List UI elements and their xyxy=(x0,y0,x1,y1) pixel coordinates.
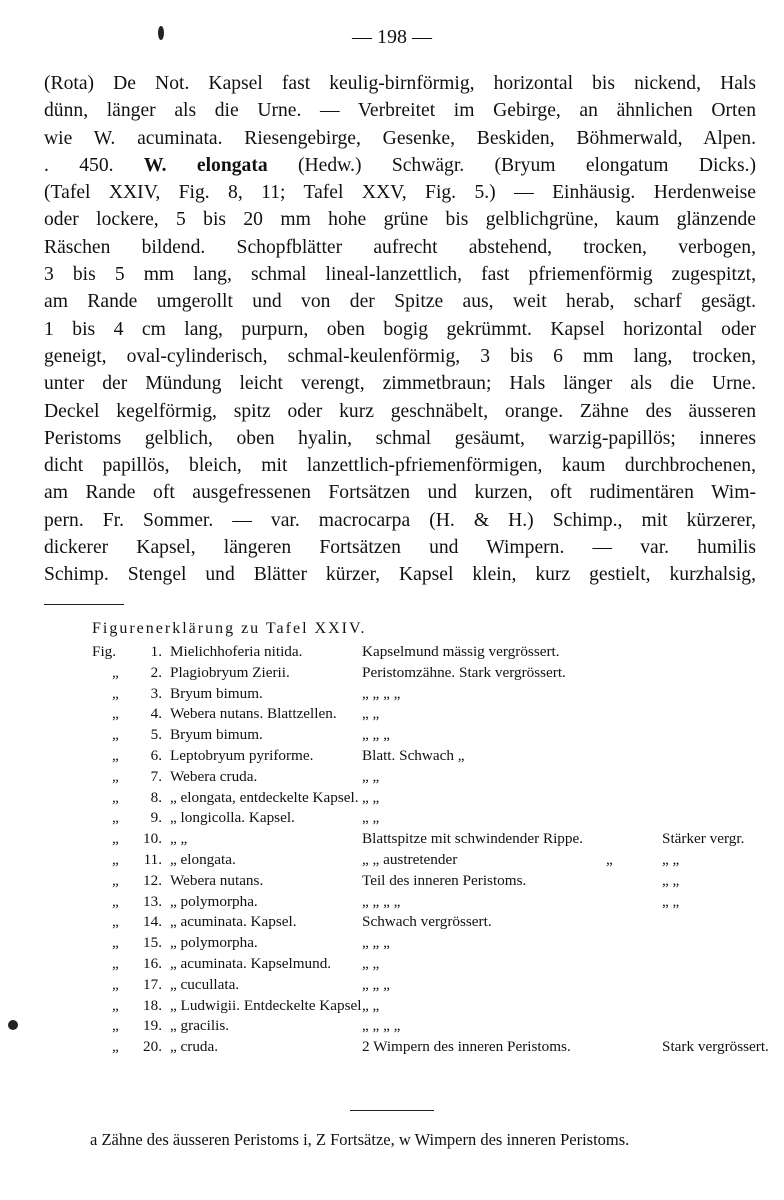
figure-name: „ cruda. xyxy=(170,1038,219,1056)
figure-q: „ xyxy=(112,1017,119,1035)
figure-name: „ longicolla. Kapsel. xyxy=(170,809,295,827)
figure-q: „ xyxy=(112,684,119,702)
figure-q: „ xyxy=(112,726,119,744)
body-line: 3 bis 5 mm lang, schmal lineal-lanzettlich, fast pfriemenförmig zugespitzt, xyxy=(44,264,756,286)
figure-marks: „ „ „ „ xyxy=(362,892,401,910)
body-line: dickerer Kapsel, längeren Fortsätzen und Wimpern. — var. humilis xyxy=(44,537,756,559)
figure-marks: „ „ austretender xyxy=(362,850,458,868)
figure-name: „ elongata. xyxy=(170,850,236,868)
figure-name: Webera nutans. Blattzellen. xyxy=(170,705,337,723)
figure-row xyxy=(92,788,762,809)
figure-marks: „ „ xyxy=(362,788,380,806)
figure-num: 13. xyxy=(143,892,162,910)
figure-q: „ xyxy=(112,871,119,889)
body-line: 1 bis 4 cm lang, purpurn, oben bogig gekrümmt. Kapsel horizontal oder xyxy=(44,318,756,340)
body-line: wie W. acuminata. Riesengebirge, Gesenke, Beskiden, Böhmerwald, Alpen. xyxy=(44,127,756,149)
figure-num: 16. xyxy=(143,954,162,972)
figure-row xyxy=(92,892,762,913)
figure-q: „ xyxy=(112,1038,119,1056)
figure-row xyxy=(92,808,762,829)
figure-extra2: „ „ xyxy=(662,850,680,868)
figure-num: 20. xyxy=(143,1038,162,1056)
figure-q: „ xyxy=(112,850,119,868)
figure-row xyxy=(92,975,762,996)
figure-extra2: Stärker vergr. xyxy=(662,830,745,848)
figure-list xyxy=(92,642,769,1058)
body-line: am Rande oft ausgefressenen Fortsätzen und kurzen, oft rudimentären Wim- xyxy=(44,482,756,504)
body-line: pern. Fr. Sommer. — var. macrocarpa (H. & H.) Schimp., mit kürzerer, xyxy=(44,509,756,531)
figure-q: „ xyxy=(112,788,119,806)
figure-marks: „ „ „ xyxy=(362,726,390,744)
figure-row xyxy=(92,871,762,892)
figure-num: 17. xyxy=(143,975,162,993)
figure-q: „ xyxy=(112,913,119,931)
figure-marks: „ „ „ „ xyxy=(362,684,401,702)
figure-num: 5. xyxy=(150,726,162,744)
figure-q: „ xyxy=(112,934,119,952)
figure-q: „ xyxy=(112,996,119,1014)
figure-row xyxy=(92,704,762,725)
figure-row xyxy=(92,746,762,767)
figure-row xyxy=(92,767,762,788)
figure-name: Plagiobryum Zierii. xyxy=(170,663,290,681)
figure-marks: „ „ xyxy=(362,809,380,827)
figure-row xyxy=(92,933,762,954)
figure-marks: Schwach vergrössert. xyxy=(362,913,492,931)
figure-row xyxy=(92,1037,769,1058)
figure-num: 2. xyxy=(150,663,162,681)
figure-marks: „ „ „ xyxy=(362,934,390,952)
figure-num: 1. xyxy=(150,643,162,660)
figure-num: 11. xyxy=(143,850,162,868)
body-line: Deckel kegelförmig, spitz oder kurz geschnäbelt, orange. Zähne des äusseren xyxy=(44,400,756,422)
figure-num: 18. xyxy=(143,996,162,1014)
figure-num: 12. xyxy=(143,871,162,889)
figure-q: „ xyxy=(112,975,119,993)
figure-num: 15. xyxy=(143,934,162,952)
figure-extra2: Stark vergrössert. xyxy=(662,1038,769,1056)
body-text xyxy=(44,70,756,589)
figure-name: Bryum bimum. xyxy=(170,684,263,702)
figure-name: Webera nutans. xyxy=(170,871,264,889)
figure-row xyxy=(92,829,762,850)
figure-name: „ polymorpha. xyxy=(170,934,258,952)
figure-row xyxy=(92,642,762,663)
figure-row xyxy=(92,996,762,1017)
body-line: dünn, länger als die Urne. — Verbreitet im Gebirge, an ähnlichen Orten xyxy=(44,100,756,122)
body-line: geneigt, oval-cylinderisch, schmal-keulenförmig, 3 bis 6 mm lang, trocken, xyxy=(44,345,756,367)
figure-row xyxy=(92,725,762,746)
figure-num: 6. xyxy=(150,746,162,764)
figure-num: 3. xyxy=(150,684,162,702)
figure-extra2: „ „ xyxy=(662,892,680,910)
figure-marks: „ „ xyxy=(362,954,380,972)
figure-q: „ xyxy=(112,746,119,764)
caption-title: Figurenerklärung zu Tafel XXIV. xyxy=(92,620,367,637)
figure-name: Leptobryum pyriforme. xyxy=(170,746,314,764)
figure-name: „ gracilis. xyxy=(170,1017,230,1035)
body-line: Peristoms gelblich, oben hyalin, schmal gesäumt, warzig-papillös; inneres xyxy=(44,427,756,449)
figure-name: Webera cruda. xyxy=(170,767,258,785)
figure-name: Bryum bimum. xyxy=(170,726,263,744)
figure-num: 9. xyxy=(150,809,162,827)
body-line: am Rande umgerollt und von der Spitze aus, weit herab, scharf gesägt. xyxy=(44,291,756,313)
separator-rule xyxy=(44,604,124,605)
figure-marks: Peristomzähne. Stark vergrössert. xyxy=(362,663,566,681)
body-line: oder lockere, 5 bis 20 mm hohe grüne bis gelblichgrüne, kaum glänzende xyxy=(44,209,756,231)
footer-note: a Zähne des äusseren Peristoms i, Z Fortsätze, w Wimpern des inneren Peristoms. xyxy=(90,1130,630,1149)
species-name: W. elongata xyxy=(143,154,268,176)
ink-blot xyxy=(8,1020,18,1030)
figure-row xyxy=(92,954,762,975)
body-line: (Rota) De Not. Kapsel fast keulig-birnförmig, horizontal bis nickend, Hals xyxy=(44,73,756,94)
figure-name: „ Ludwigii. Entdeckelte Kapsel xyxy=(170,996,362,1014)
figure-q: „ xyxy=(112,663,119,681)
figure-marks: „ „ xyxy=(362,996,380,1014)
body-line: Räschen bildend. Schopfblätter aufrecht abstehend, trocken, verbogen, xyxy=(44,236,756,258)
figure-row xyxy=(92,684,762,705)
figure-marks: Teil des inneren Peristoms. xyxy=(362,871,527,889)
figure-marks: „ „ xyxy=(362,767,380,785)
figure-name: „ elongata, entdeckelte Kapsel. xyxy=(170,788,359,806)
figure-name: „ polymorpha. xyxy=(170,892,258,910)
figure-num: 10. xyxy=(143,830,162,848)
page-number: — 198 — xyxy=(352,26,432,48)
figure-name: „ acuminata. Kapselmund. xyxy=(170,954,332,972)
figure-q: „ xyxy=(112,830,119,848)
figure-row xyxy=(92,663,762,684)
figure-q: „ xyxy=(112,809,119,827)
figure-q: „ xyxy=(112,892,119,910)
body-line: unter der Mündung leicht verengt, zimmetbraun; Hals länger als die Urne. xyxy=(44,373,756,395)
end-rule xyxy=(350,1110,434,1111)
figure-num: 7. xyxy=(150,767,162,785)
figure-num: 4. xyxy=(150,705,162,723)
figure-name: „ cucullata. xyxy=(170,975,240,993)
figure-num: 8. xyxy=(150,788,162,806)
figure-row xyxy=(92,1016,762,1037)
figure-num: 14. xyxy=(143,913,162,931)
figure-marks: Blatt. Schwach „ xyxy=(362,746,465,764)
figure-q: „ xyxy=(112,954,119,972)
figure-fig: Fig. xyxy=(92,643,117,660)
figure-name: „ „ xyxy=(170,830,188,848)
figure-q: „ xyxy=(112,767,119,785)
body-line: . 450. W. elongata (Hedw.) Schwägr. (Bryum elongatum Dicks.) xyxy=(44,154,757,176)
figure-name: „ acuminata. Kapsel. xyxy=(170,913,297,931)
figure-q: „ xyxy=(112,705,119,723)
body-line: Schimp. Stengel und Blätter kürzer, Kapsel klein, kurz gestielt, kurzhalsig, xyxy=(44,564,756,586)
figure-row xyxy=(92,912,762,933)
body-line: (Tafel XXIV, Fig. 8, 11; Tafel XXV, Fig. 5.) — Einhäusig. Herdenweise xyxy=(44,182,756,204)
figure-num: 19. xyxy=(143,1017,162,1035)
figure-marks: „ „ „ xyxy=(362,975,390,993)
figure-marks: 2 Wimpern des inneren Peristoms. xyxy=(362,1038,571,1056)
figure-extra2: „ „ xyxy=(662,871,680,889)
figure-marks: Blattspitze mit schwindender Rippe. xyxy=(362,830,584,848)
figure-marks: „ „ „ „ xyxy=(362,1017,401,1035)
figure-row xyxy=(92,850,762,871)
body-line: dicht papillös, bleich, mit lanzettlich-pfriemenförmigen, kaum durchbrochenen, xyxy=(44,455,756,477)
figure-name: Mielichhoferia nitida. xyxy=(170,643,303,660)
figure-extra1: „ xyxy=(606,850,613,868)
figure-marks: „ „ xyxy=(362,705,380,723)
figure-marks: Kapselmund mässig vergrössert. xyxy=(362,643,560,660)
